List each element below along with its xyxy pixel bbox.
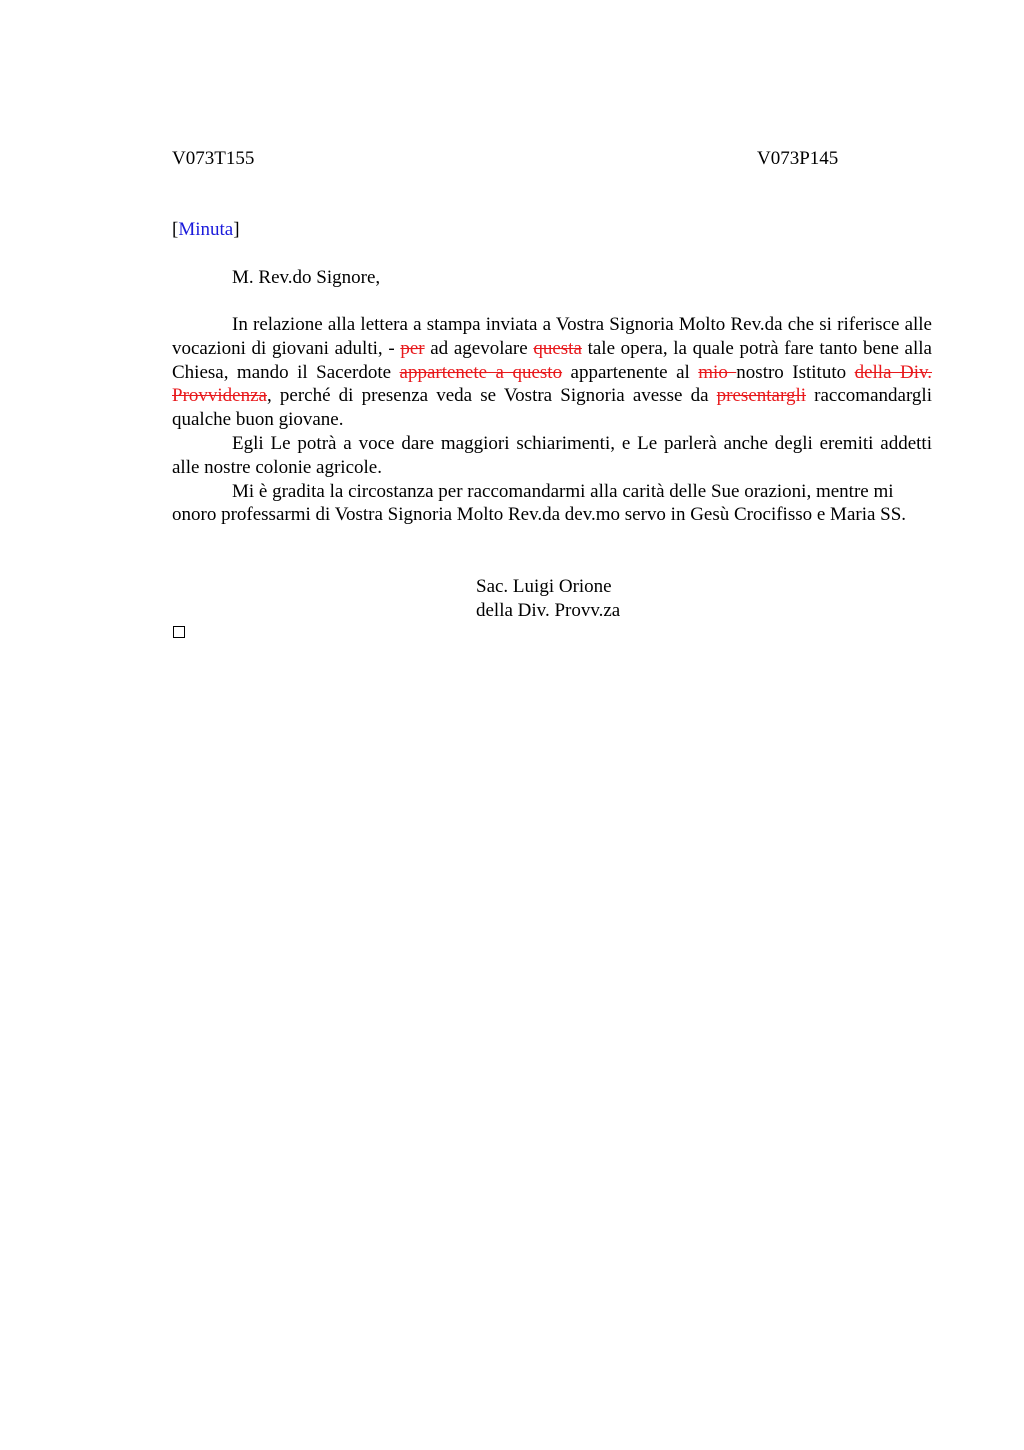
minuta-annotation <box>172 218 240 242</box>
minuta-label: Minuta <box>178 219 234 240</box>
letter-salutation: M. Rev.do Signore, <box>232 267 381 288</box>
paragraph-1-text-1: In relazione alla lettera a stampa inviata a Vostra Signoria Molto Rev.da che si riferisce alle vocazioni di giovani adulti, - <box>172 314 932 359</box>
signature-title: della Div. Provv.za <box>476 600 621 621</box>
minuta-bracket-close: ] <box>233 219 240 240</box>
paragraph-1-text-5: nostro Istituto <box>736 361 855 383</box>
letter-paragraph-3: Mi è gradita la circostanza per raccomandarmi alla carità delle Sue orazioni, mentre mi onoro professarmi di Vostra Signoria Molto Rev.da dev.mo servo in Gesù Crocifisso e Maria SS. <box>172 480 907 526</box>
letter-body <box>172 313 932 527</box>
deleted-word-questa: questa <box>533 337 582 359</box>
document-code-left: V073T155 <box>172 148 255 169</box>
document-code-right: V073P145 <box>757 148 839 169</box>
paragraph-1-text-7: raccomandargli qualche buon giovane. <box>172 385 932 431</box>
deleted-word-presentargli: presentargli <box>716 385 807 407</box>
paragraph-1-text-2: ad agevolare <box>424 337 534 359</box>
paragraph-1-text-3: tale opera, la quale potrà fare tanto bene alla Chiesa, mando il Sacerdote <box>172 337 932 383</box>
paragraph-1-text-6: , perché di presenza veda se Vostra Signoria avesse da <box>266 385 717 407</box>
signature-name: Sac. Luigi Orione <box>476 576 612 597</box>
letter-signature <box>476 575 620 623</box>
deleted-word-mio: mio <box>698 361 737 383</box>
letter-paragraph-2: Egli Le potrà a voce dare maggiori schiarimenti, e Le parlerà anche degli eremiti addetti alle nostre colonie agricole. <box>172 432 932 478</box>
deleted-word-per: per <box>400 337 425 359</box>
deleted-phrase-div-provvidenza: della Div. Provvidenza <box>172 361 932 407</box>
letter-paragraph-1 <box>172 313 932 432</box>
deleted-phrase-appartenete: appartenete a questo <box>399 361 563 383</box>
end-square-icon <box>173 626 185 638</box>
minuta-bracket-open: [ <box>172 219 179 240</box>
paragraph-1-text-4: appartenente al <box>562 361 699 383</box>
